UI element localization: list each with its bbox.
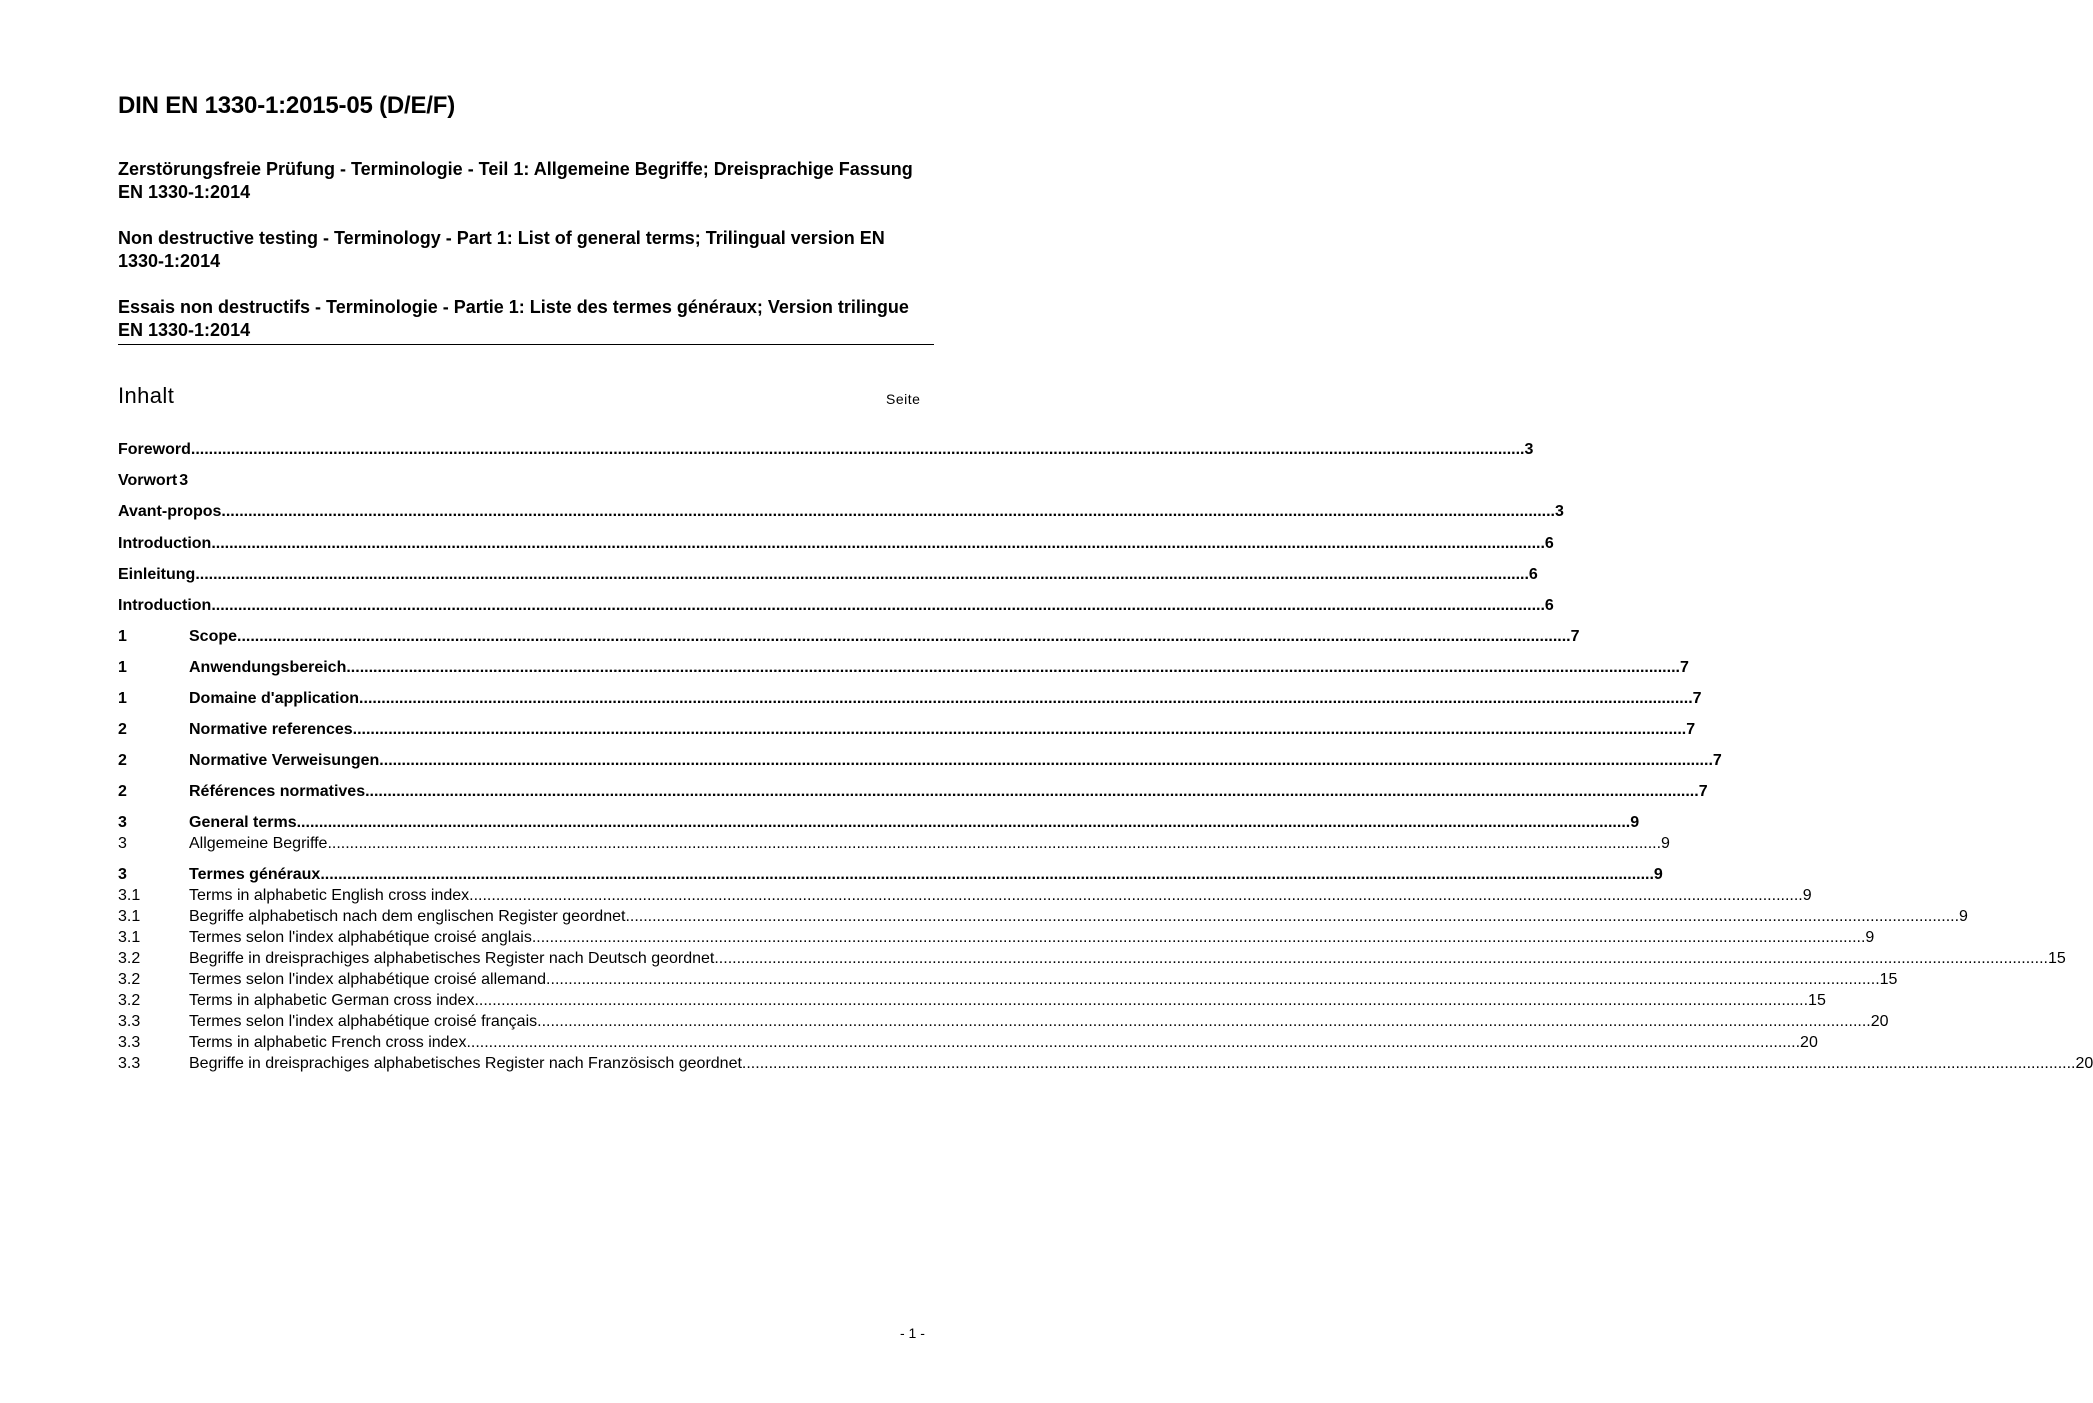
toc-dot-leader: ............................................................................................................................................................................................................................................................................................................ <box>531 929 1866 946</box>
toc-entry[interactable] <box>118 595 1554 616</box>
toc-entry-title: Introduction <box>118 535 212 552</box>
toc-entry[interactable] <box>118 688 1702 709</box>
subtitle-block <box>118 158 934 342</box>
toc-entry-number: 3.1 <box>118 887 141 904</box>
toc-entry-page: 15 <box>1808 992 1826 1009</box>
toc-entry-page: 7 <box>1698 783 1708 800</box>
toc-entry-page: 6 <box>1528 566 1538 583</box>
subtitle-german: Zerstörungsfreie Prüfung - Terminologie - Teil 1: Allgemeine Begriffe; Dreisprachige Fassung EN 1330-1:2014 <box>118 159 913 202</box>
toc-heading: Inhalt <box>118 383 175 408</box>
toc-entry-number: 2 <box>118 783 127 800</box>
toc-dot-leader: ............................................................................................................................................................................................................................................................................................................ <box>352 721 1687 738</box>
toc-entry-number: 3.2 <box>118 971 141 988</box>
toc-entry[interactable] <box>118 833 1670 854</box>
toc-entry-page: 9 <box>1630 814 1640 831</box>
toc-entry-title: Begriffe in dreisprachiges alphabetisches Register nach Französisch geordnet <box>189 1055 742 1072</box>
toc-entry-number: 3 <box>118 814 127 831</box>
toc-entry-page: 15 <box>2047 950 2066 967</box>
toc-entry-number: 1 <box>118 659 127 676</box>
toc-entry[interactable] <box>118 864 1663 885</box>
toc-entry-title: Termes selon l'index alphabétique croisé français <box>189 1013 538 1030</box>
toc-entry[interactable] <box>118 990 1826 1011</box>
toc-dot-leader: ............................................................................................................................................................................................................................................................................................................ <box>741 1055 2076 1072</box>
toc-dot-leader: ............................................................................................................................................................................................................................................................................................................ <box>469 887 1803 904</box>
toc-entry[interactable] <box>118 927 1875 948</box>
subtitle-english: Non destructive testing - Terminology - Part 1: List of general terms; Trilingual version EN 1330-1:2014 <box>118 228 885 271</box>
toc-dot-leader: ............................................................................................................................................................................................................................................................................................................ <box>466 1034 1801 1051</box>
toc-entry-title: Terms in alphabetic French cross index <box>189 1034 467 1051</box>
toc-entry-title: Références normatives <box>189 783 366 800</box>
toc-entry-title: Avant-propos <box>118 503 222 520</box>
toc-entry-title: Termes selon l'index alphabétique croisé anglais <box>189 929 532 946</box>
toc-entry-title: Termes selon l'index alphabétique croisé allemand <box>189 971 547 988</box>
toc-dot-leader: ............................................................................................................................................................................................................................................................................................................ <box>625 908 1960 925</box>
toc-entry[interactable] <box>118 501 1564 522</box>
toc-entry[interactable] <box>118 1053 2093 1074</box>
toc-entry-title: General terms <box>189 814 297 831</box>
toc-entry[interactable] <box>118 564 1538 585</box>
toc-entry-number: 2 <box>118 721 127 738</box>
toc-entry-number: 3.2 <box>118 992 141 1009</box>
toc-entry-page: 7 <box>1570 628 1580 645</box>
toc-entry-title: Allgemeine Begriffe <box>189 835 328 852</box>
toc-entry-page: 3 <box>1555 503 1564 520</box>
toc-entry[interactable] <box>118 1032 1818 1053</box>
toc-entry-number: 3 <box>118 866 127 883</box>
toc-entry[interactable] <box>118 626 1580 647</box>
toc-entry-number: 3.3 <box>118 1013 141 1030</box>
toc-entry-number: 3.2 <box>118 950 141 967</box>
toc-entry-title: Vorwort <box>118 472 178 489</box>
toc-dot-leader: ............................................................................................................................................................................................................................................................................................................ <box>211 535 1545 552</box>
toc-dot-leader: ............................................................................................................................................................................................................................................................................................................ <box>190 441 1525 458</box>
toc-entry-title: Einleitung <box>118 566 196 583</box>
toc-entry-title: Terms in alphabetic English cross index <box>189 887 470 904</box>
toc-entry[interactable] <box>118 948 2066 969</box>
toc-dot-leader: ............................................................................................................................................................................................................................................................................................................ <box>237 628 1571 645</box>
toc-entry-page: 9 <box>1865 929 1875 946</box>
toc-entry-title: Anwendungsbereich <box>189 659 347 676</box>
toc-entry-page: 7 <box>1712 752 1722 769</box>
toc-entry-title: Normative Verweisungen <box>189 752 380 769</box>
page-number: - 1 - <box>900 1325 925 1341</box>
toc-entry-page: 9 <box>1802 887 1812 904</box>
toc-dot-leader: ............................................................................................................................................................................................................................................................................................................ <box>195 566 1529 583</box>
toc-dot-leader: ............................................................................................................................................................................................................................................................................................................ <box>474 992 1809 1009</box>
toc-dot-leader: ............................................................................................................................................................................................................................................................................................................ <box>537 1013 1871 1030</box>
toc-dot-leader: ............................................................................................................................................................................................................................................................................................................ <box>296 814 1631 831</box>
toc-entry-page: 7 <box>1692 690 1702 707</box>
toc-entry-number: 3.3 <box>118 1055 141 1072</box>
toc-dot-leader: ............................................................................................................................................................................................................................................................................................................ <box>359 690 1693 707</box>
toc-entry-title: Domaine d'application <box>189 690 360 707</box>
toc-entry-title: Scope <box>189 628 238 645</box>
toc-entry[interactable] <box>118 885 1812 906</box>
toc-entry-title: Foreword <box>118 441 191 458</box>
toc-entry-page: 9 <box>1661 835 1670 852</box>
toc-entry-number: 3.3 <box>118 1034 141 1051</box>
subtitle-french: Essais non destructifs - Terminologie - Partie 1: Liste des termes généraux; Version trilingue EN 1330-1:2014 <box>118 297 909 340</box>
toc-entry-title: Terms in alphabetic German cross index <box>189 992 475 1009</box>
toc-entry[interactable] <box>118 781 1708 802</box>
toc-entry-title: Begriffe alphabetisch nach dem englischen Register geordnet <box>189 908 626 925</box>
toc-dot-leader: ............................................................................................................................................................................................................................................................................................................ <box>546 971 1880 988</box>
toc-dot-leader: ............................................................................................................................................................................................................................................................................................................ <box>221 503 1555 520</box>
toc-entry-number: 2 <box>118 752 127 769</box>
toc-entry-title: Normative references <box>189 721 353 738</box>
toc-entry-page: 20 <box>1870 1013 1889 1030</box>
toc-dot-leader: ............................................................................................................................................................................................................................................................................................................ <box>365 783 1699 800</box>
toc-entry[interactable] <box>118 812 1640 833</box>
toc-entry-page: 20 <box>2075 1055 2093 1072</box>
toc-dot-leader: ............................................................................................................................................................................................................................................................................................................ <box>379 752 1713 769</box>
toc-entry-number: 3.1 <box>118 908 141 925</box>
toc-entry[interactable] <box>118 1011 1889 1032</box>
toc-entry-page: 9 <box>1959 908 1968 925</box>
toc-entry-number: 1 <box>118 628 127 645</box>
toc-entry-page: 7 <box>1679 659 1689 676</box>
toc-entry-title: Introduction <box>118 597 212 614</box>
title-divider <box>118 344 934 345</box>
toc-dot-leader: ............................................................................................................................................................................................................................................................................................................ <box>320 866 1654 883</box>
toc-entry-number: 3 <box>118 835 127 852</box>
toc-dot-leader: ............................................................................................................................................................................................................................................................................................................ <box>211 597 1545 614</box>
toc-entry[interactable] <box>118 533 1554 554</box>
toc-entry[interactable] <box>118 969 1898 990</box>
toc-entry[interactable] <box>118 657 1689 678</box>
toc-dot-leader: ............................................................................................................................................................................................................................................................................................................ <box>346 659 1680 676</box>
toc-entry-page: 3 <box>1524 441 1534 458</box>
toc-entry[interactable] <box>118 439 1534 460</box>
toc-entry-page: 20 <box>1800 1034 1818 1051</box>
toc-entry-page: 7 <box>1686 721 1696 738</box>
toc-entry[interactable] <box>118 750 1722 771</box>
toc-entry-page: 6 <box>1544 597 1554 614</box>
toc-dot-leader: ............................................................................................................................................................................................................................................................................................................ <box>714 950 2048 967</box>
toc-entry-page: 3 <box>179 472 189 489</box>
document-title: DIN EN 1330-1:2015-05 (D/E/F) <box>118 92 455 119</box>
toc-entry-title: Begriffe in dreisprachiges alphabetisches Register nach Deutsch geordnet <box>189 950 715 967</box>
toc-entry[interactable] <box>118 906 1968 927</box>
toc-page-label: Seite <box>886 391 921 407</box>
toc-dot-leader: ............................................................................................................................................................................................................................................................................................................ <box>327 835 1662 852</box>
toc-entry[interactable] <box>118 719 1696 740</box>
toc-entry-number: 3.1 <box>118 929 141 946</box>
toc-entry-page: 6 <box>1544 535 1554 552</box>
toc-entry-number: 1 <box>118 690 127 707</box>
toc-entry-page: 15 <box>1879 971 1898 988</box>
toc-entry-page: 9 <box>1653 866 1663 883</box>
toc-entry-title: Termes généraux <box>189 866 321 883</box>
toc-entry[interactable] <box>118 470 894 491</box>
